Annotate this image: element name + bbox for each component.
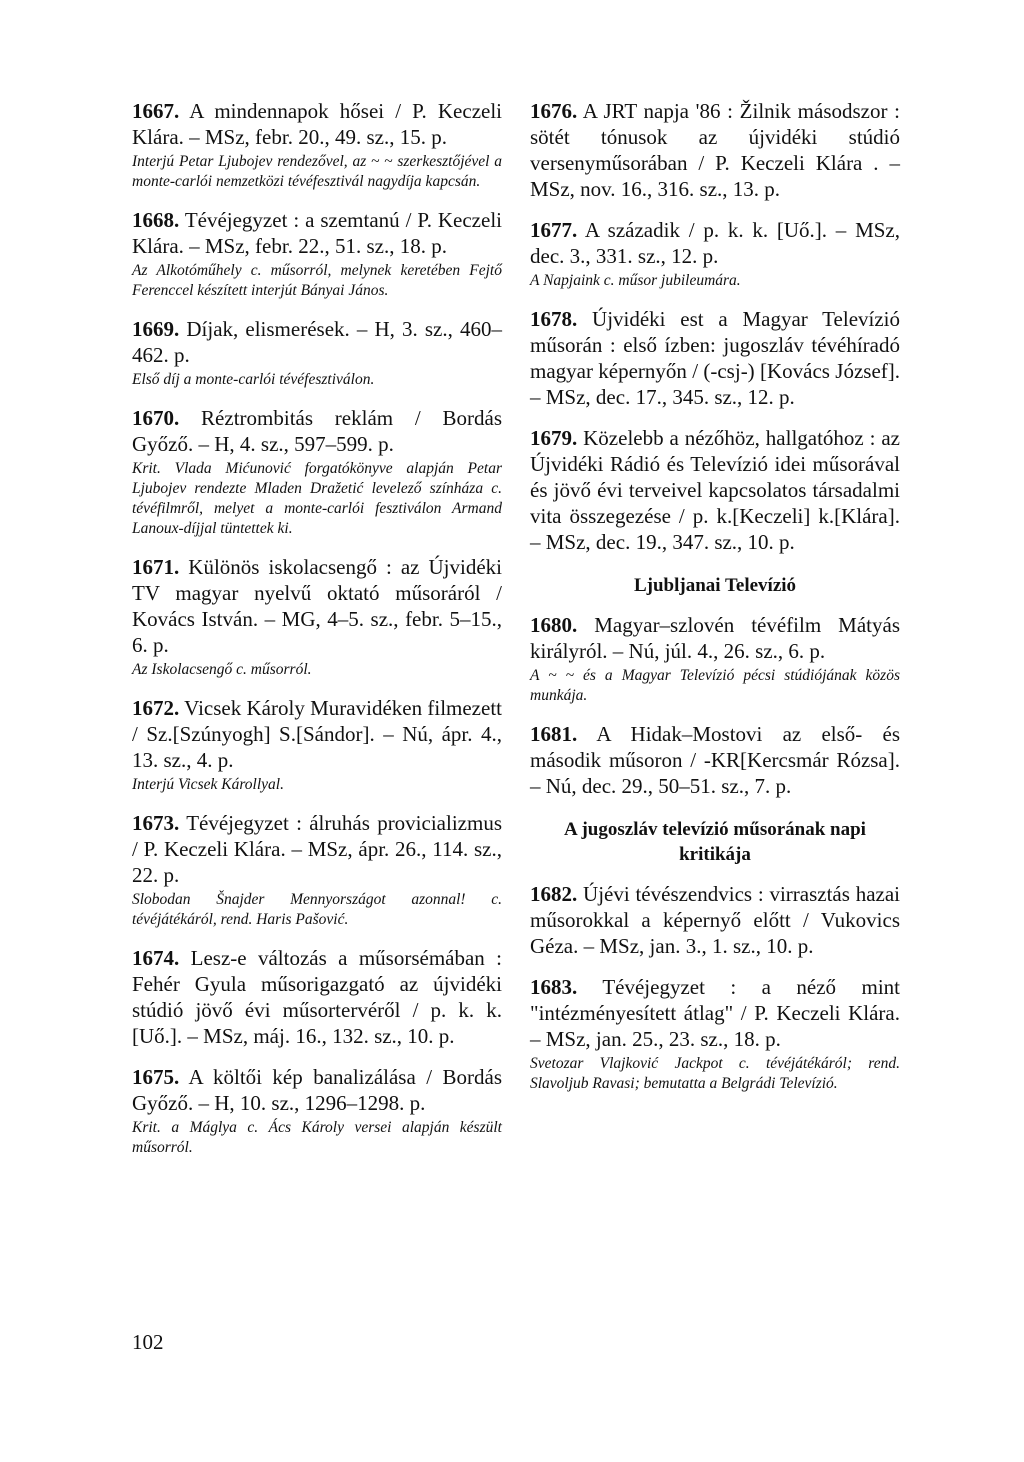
- section-heading: Ljubljanai Televízió: [633, 575, 797, 596]
- bibliography-entry: [132, 1064, 502, 1158]
- entry-text: Különös iskolacsengő : az Újvidéki TV magyar nyelvű oktató műsoráról / Kovács István. – MG, 4–5. sz., febr. 5–15., 6. p.: [132, 555, 502, 657]
- bibliography-entry: [530, 306, 900, 410]
- entry-text: Vicsek Károly Muravidéken filmezett / Sz.[Szúnyogh] S.[Sándor]. – Nú, ápr. 4., 13. sz., 4. p.: [132, 696, 502, 772]
- entry-number: 1670.: [132, 406, 180, 430]
- entry-text: A JRT napja '86 : Žilnik másodszor : sötét tónusok az újvidéki stúdió versenyműsorában / P. Keczeli Klára . – MSz, nov. 16., 316. sz., 13. p.: [530, 99, 900, 201]
- entry-note: Slobodan Šnajder Mennyországot azonnal! c. tévéjátékáról, rend. Haris Pašović.: [132, 891, 502, 928]
- section-heading: A jugoszláv televízió műsorának napi kritikája: [564, 819, 866, 865]
- entry-text: Újévi tévészendvics : virrasztás hazai műsorokkal a képernyő előtt / Vukovics Géza. – MSz, jan. 3., 1. sz., 10. p.: [530, 882, 900, 958]
- entry-note: Az Iskolacsengő c. műsorról.: [132, 661, 312, 678]
- bibliography-entry: [530, 425, 900, 555]
- entry-text: Magyar–szlovén tévéfilm Mátyás királyról. – Nú, júl. 4., 26. sz., 6. p.: [530, 613, 900, 663]
- entry-number: 1678.: [530, 307, 578, 331]
- bibliography-entry: [132, 207, 502, 301]
- entry-number: 1672.: [132, 696, 180, 720]
- entry-number: 1669.: [132, 317, 180, 341]
- entry-number: 1675.: [132, 1065, 180, 1089]
- entry-number: 1682.: [530, 882, 578, 906]
- entry-number: 1680.: [530, 613, 578, 637]
- bibliography-entry: [530, 974, 900, 1094]
- right-column: [530, 98, 900, 1109]
- entry-note: Svetozar Vlajković Jackpot c. tévéjátékáról; rend. Slavoljub Ravasi; bemutatta a Belgrádi Televízió.: [530, 1055, 900, 1092]
- entry-text: Tévéjegyzet : a szemtanú / P. Keczeli Klára. – MSz, febr. 22., 51. sz., 18. p.: [132, 208, 502, 258]
- left-column: [132, 98, 502, 1173]
- entry-number: 1681.: [530, 722, 578, 746]
- bibliography-entry: [132, 695, 502, 795]
- entry-text: Tévéjegyzet : álruhás provicializmus / P. Keczeli Klára. – MSz, ápr. 26., 114. sz., 22. p.: [132, 811, 502, 887]
- entry-text: A századik / p. k. k. [Uő.]. – MSz, dec. 3., 331. sz., 12. p.: [530, 218, 900, 268]
- entry-note: Interjú Petar Ljubojev rendezővel, az ~ ~ szerkesztőjével a monte-carlói nemzetközi tévéfesztivál nagydíja kapcsán.: [132, 153, 502, 190]
- entry-text: Tévéjegyzet : a néző mint "intézményesített átlag" / P. Keczeli Klára. – MSz, jan. 25., 23. sz., 18. p.: [530, 975, 901, 1051]
- bibliography-entry: [530, 612, 900, 706]
- entry-text: A költői kép banalizálása / Bordás Győző. – H, 10. sz., 1296–1298. p.: [132, 1065, 503, 1115]
- entry-number: 1677.: [530, 218, 578, 242]
- bibliography-entry: [132, 554, 502, 680]
- entry-note: Interjú Vicsek Károllyal.: [132, 776, 284, 793]
- entry-note: A Napjaink c. műsor jubileumára.: [530, 272, 741, 289]
- entry-text: A mindennapok hősei / P. Keczeli Klára. – MSz, febr. 20., 49. sz., 15. p.: [132, 99, 503, 149]
- bibliography-entry: [530, 721, 900, 799]
- entry-text: Díjak, elismerések. – H, 3. sz., 460–462. p.: [132, 317, 502, 367]
- bibliography-entry: [132, 945, 502, 1049]
- bibliography-entry: [530, 98, 900, 202]
- entry-number: 1679.: [530, 426, 578, 450]
- bibliography-entry: [132, 810, 502, 930]
- entry-text: A Hidak–Mostovi az első- és második műsoron / -KR[Kercsmár Rózsa]. – Nú, dec. 29., 50–51. sz., 7. p.: [530, 722, 901, 798]
- entry-number: 1674.: [132, 946, 180, 970]
- bibliography-entry: [530, 881, 900, 959]
- entry-text: Közelebb a nézőhöz, hallgatóhoz : az Újvidéki Rádió és Televízió idei műsorával és jövő évi terveivel kapcsolatos társadalmi vita összegezése / p. k.[Keczeli] k.[Klára]. – MSz, dec. 19., 347. sz., 10. p.: [530, 426, 901, 554]
- entry-number: 1668.: [132, 208, 180, 232]
- entry-number: 1671.: [132, 555, 180, 579]
- bibliography-entry: [132, 316, 502, 390]
- entry-text: Réztrombitás reklám / Bordás Győző. – H, 4. sz., 597–599. p.: [132, 406, 503, 456]
- page-number: 102: [132, 1330, 164, 1354]
- entry-note: Krit. Vlada Mićunović forgatókönyve alapján Petar Ljubojev rendezte Mladen Dražetić levelező színháza c. tévéfilmről, melyet a monte-carlói fesztiválon Armand Lanoux-díjjal tüntettek ki.: [132, 460, 502, 537]
- entry-note: A ~ ~ és a Magyar Televízió pécsi stúdiójának közös munkája.: [530, 667, 900, 704]
- bibliography-entry: [530, 217, 900, 291]
- entry-number: 1676.: [530, 99, 578, 123]
- entry-note: Az Alkotóműhely c. műsorról, melynek keretében Fejtő Ferenccel készített interjút Bányai János.: [132, 262, 502, 299]
- entry-number: 1683.: [530, 975, 578, 999]
- entry-number: 1673.: [132, 811, 180, 835]
- bibliography-entry: [132, 98, 502, 192]
- entry-text: Újvidéki est a Magyar Televízió műsorán : első ízben: jugoszláv tévéhíradó magyar képernyőn / (-csj-) [Kovács József]. – MSz, dec. 17., 345. sz., 12. p.: [530, 307, 900, 409]
- entry-number: 1667.: [132, 99, 180, 123]
- entry-note: Első díj a monte-carlói tévéfesztiválon.: [132, 371, 375, 388]
- entry-note: Krit. a Máglya c. Ács Károly versei alapján készült műsorról.: [132, 1119, 502, 1156]
- bibliography-entry: [132, 405, 502, 539]
- entry-text: Lesz-e változás a műsorsémában : Fehér Gyula műsorigazgató az újvidéki stúdió jövő évi műsortervéről / p. k. k. [Uő.]. – MSz, máj. 16., 132. sz., 10. p.: [132, 946, 502, 1048]
